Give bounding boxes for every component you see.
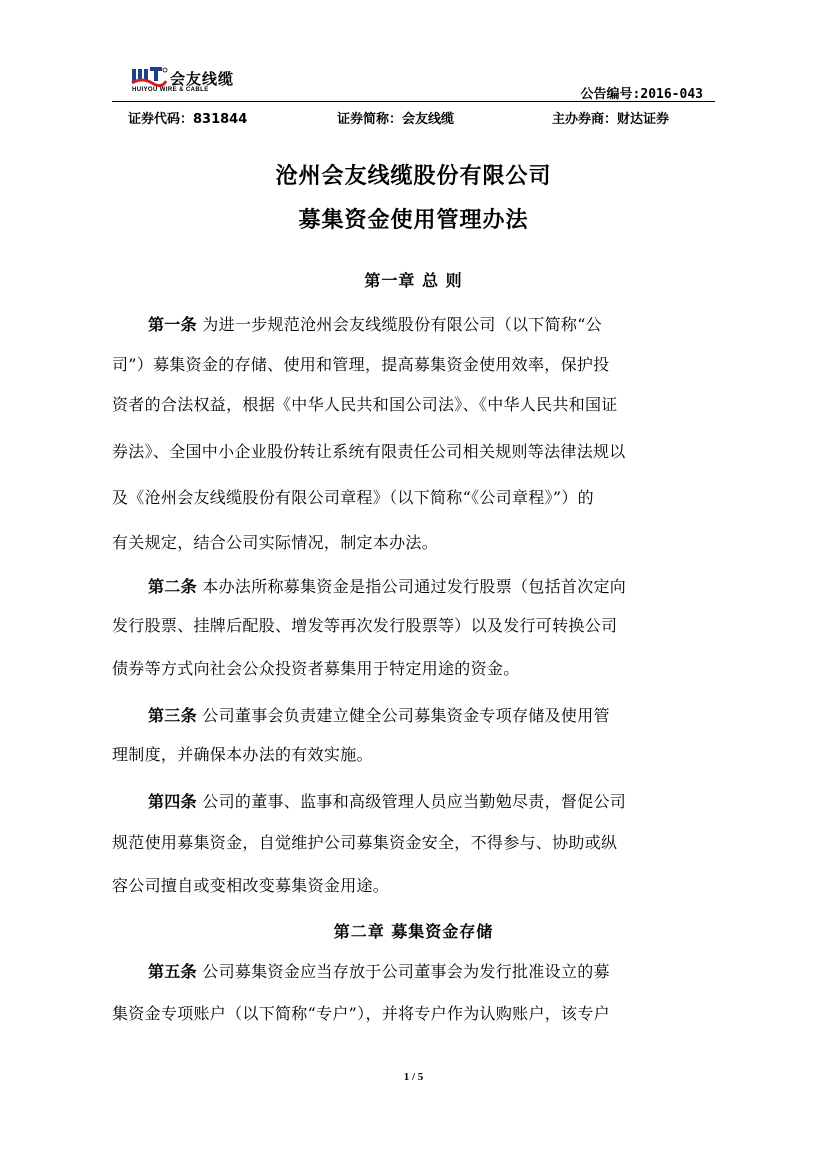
chapter-heading-1: 第一章 总 则 [364, 271, 463, 290]
article-5-line-1: 第五条 公司募集资金应当存放于公司董事会为发行批准设立的募 [148, 962, 610, 981]
article-4-line-3: 容公司擅自或变相改变募集资金用途。 [112, 876, 390, 895]
article-1-line-3: 资者的合法权益，根据《中华人民共和国公司法》、《中华人民共和国证 [112, 395, 618, 414]
company-logo [130, 66, 280, 96]
article-5-line-2: 集资金专项账户（以下简称“专户”），并将专户作为认购账户，该专户 [112, 1004, 610, 1023]
article-1-line-2: 司”）募集资金的存储、使用和管理，提高募集资金使用效率，保护投 [112, 355, 610, 374]
document-title-regulation: 募集资金使用管理办法 [298, 208, 529, 233]
article-label: 第五条 [148, 962, 197, 981]
article-3-line-1: 第三条 公司董事会负责建立健全公司募集资金专项存储及使用管 [148, 706, 610, 725]
article-label: 第二条 [148, 577, 197, 596]
article-2-line-3: 债券等方式向社会公众投资者募集用于特定用途的资金。 [112, 659, 520, 678]
article-label: 第四条 [148, 792, 197, 811]
article-1-line-5: 及《沧州会友线缆股份有限公司章程》（以下简称“《公司章程》”）的 [112, 488, 594, 507]
article-4-line-2: 规范使用募集资金，自觉维护公司募集资金安全，不得参与、协助或纵 [112, 833, 618, 852]
security-code: 证券代码：831844 [128, 112, 248, 127]
article-2-line-2: 发行股票、挂牌后配股、增发等再次发行股票等）以及发行可转换公司 [112, 616, 618, 635]
logo-english-text: HUIYOU WIRE & CABLE [132, 87, 209, 93]
security-abbreviation: 证券简称：会友线缆 [337, 112, 455, 127]
article-2-line-1: 第二条 本办法所称募集资金是指公司通过发行股票（包括首次定向 [148, 577, 627, 596]
article-3-line-2: 理制度，并确保本办法的有效实施。 [112, 745, 373, 764]
document-title-company: 沧州会友线缆股份有限公司 [275, 164, 552, 189]
announcement-number: 公告编号:2016-043 [580, 87, 703, 102]
chapter-heading-2: 第二章 募集资金存储 [333, 922, 494, 941]
article-4-line-1: 第四条 公司的董事、监事和高级管理人员应当勤勉尽责，督促公司 [148, 792, 627, 811]
logo-chinese-text: 会友线缆 [170, 70, 235, 88]
sponsor-broker: 主办券商：财达证券 [552, 112, 670, 127]
header-divider [112, 101, 715, 102]
article-1-line-1: 第一条 为进一步规范沧州会友线缆股份有限公司（以下简称“公 [148, 315, 602, 334]
article-label: 第三条 [148, 706, 197, 725]
article-1-line-4: 券法》、全国中小企业股份转让系统有限责任公司相关规则等法律法规以 [112, 442, 626, 461]
page-number: 1 / 5 [403, 1071, 424, 1083]
article-label: 第一条 [148, 315, 197, 334]
article-1-line-6: 有关规定，结合公司实际情况，制定本办法。 [112, 533, 439, 552]
